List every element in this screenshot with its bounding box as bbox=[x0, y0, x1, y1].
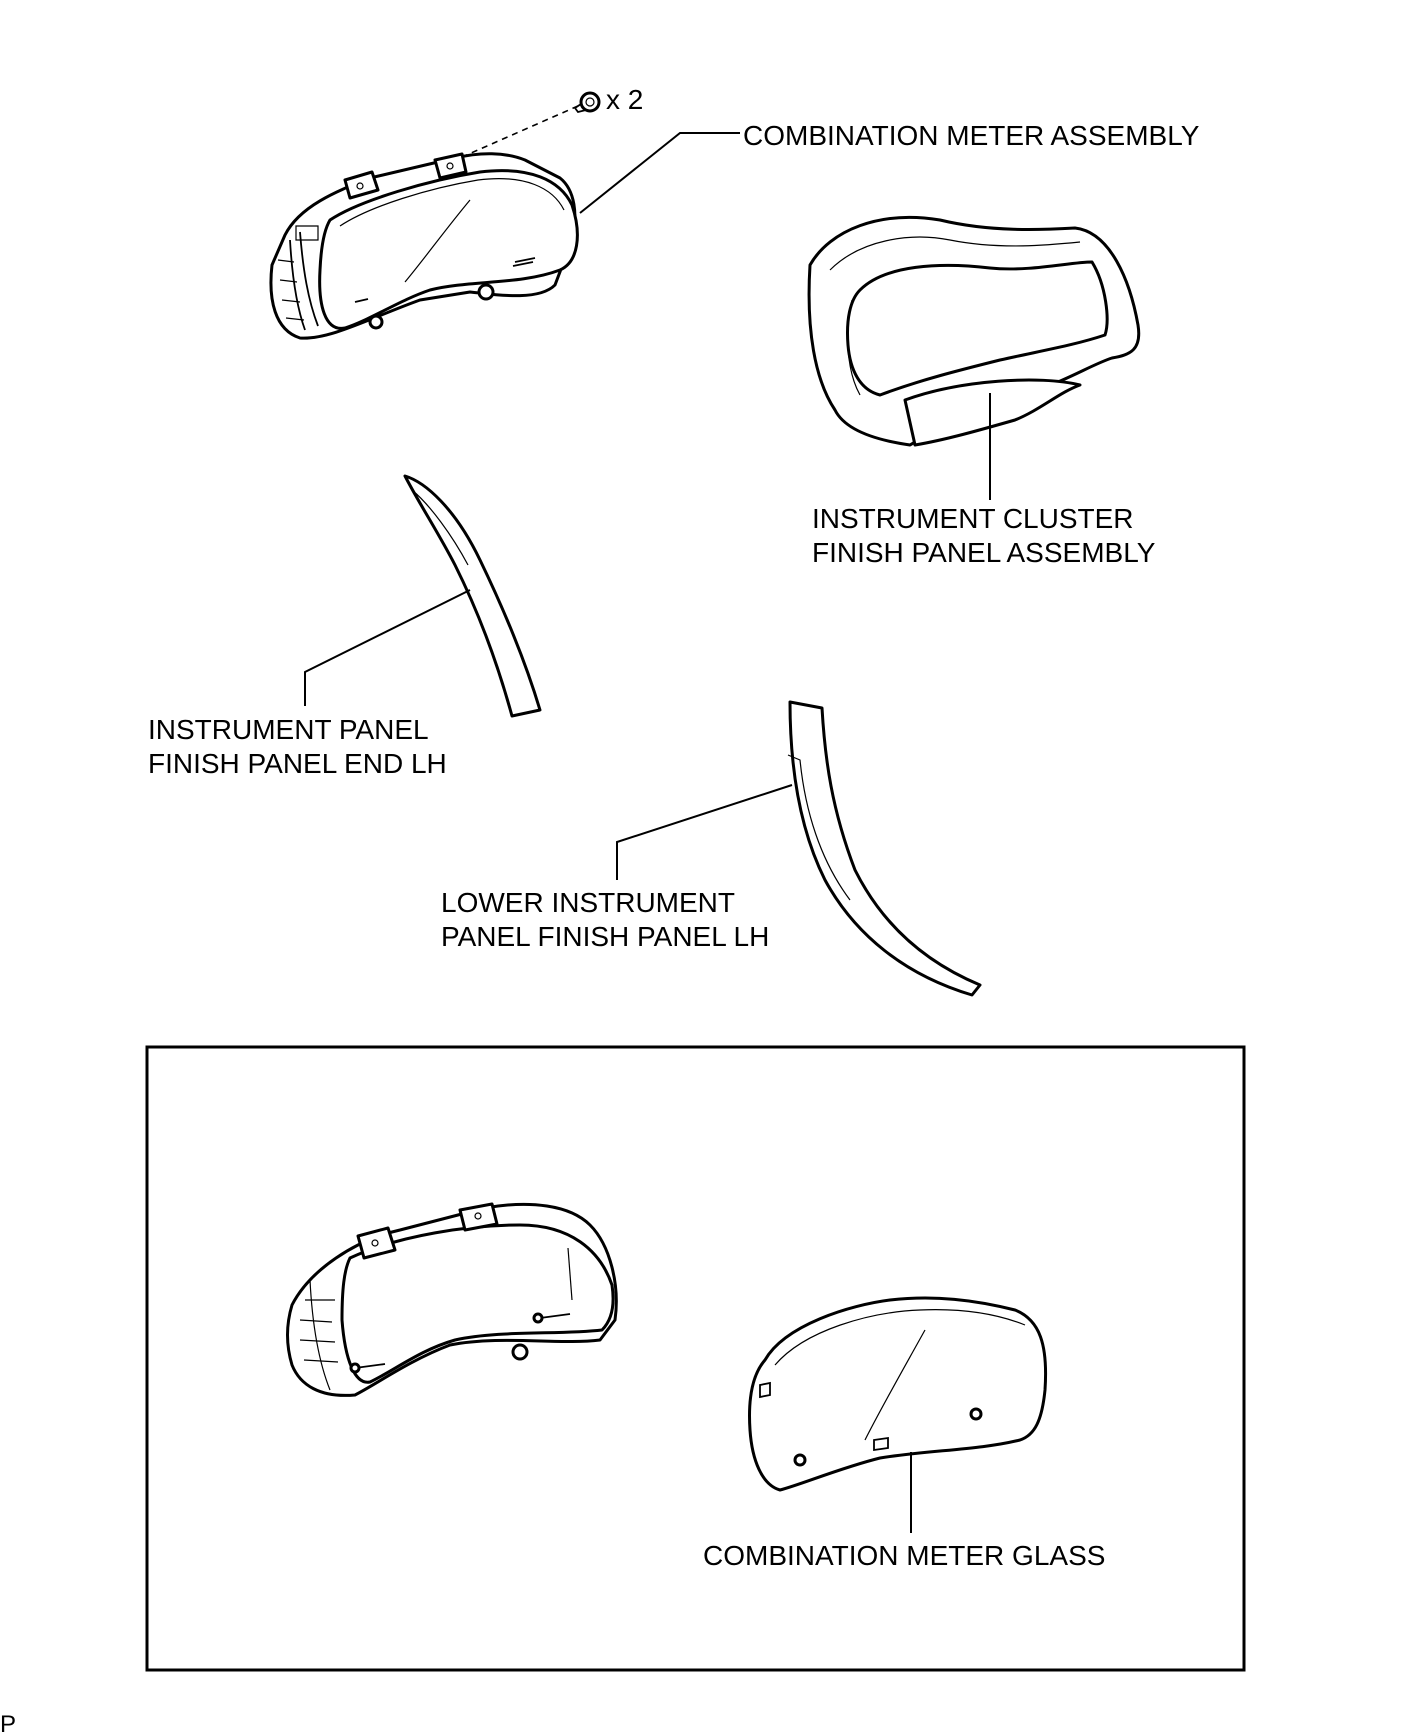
combination-meter-assembly-label: COMBINATION METER ASSEMBLY bbox=[743, 120, 1200, 151]
panel-end-lh-label-line2: FINISH PANEL END LH bbox=[148, 748, 447, 779]
combination-meter-assembly-drawing bbox=[271, 154, 577, 338]
bolt-icon bbox=[575, 93, 599, 112]
meter-glass-label: COMBINATION METER GLASS bbox=[703, 1540, 1106, 1571]
panel-end-lh-leader bbox=[305, 590, 470, 706]
lower-panel-lh-drawing bbox=[788, 702, 980, 995]
bolt-dashed-line bbox=[462, 106, 578, 157]
panel-end-lh-drawing bbox=[405, 476, 540, 716]
meter-glass-drawing bbox=[750, 1298, 1046, 1490]
meter-without-glass-drawing bbox=[288, 1204, 617, 1395]
cluster-finish-panel-label-line1: INSTRUMENT CLUSTER bbox=[812, 503, 1134, 534]
lower-panel-lh-label-line2: PANEL FINISH PANEL LH bbox=[441, 921, 770, 952]
cluster-finish-panel-label-line2: FINISH PANEL ASSEMBLY bbox=[812, 537, 1156, 568]
corner-mark: P bbox=[0, 1711, 17, 1734]
panel-end-lh-label-line1: INSTRUMENT PANEL bbox=[148, 714, 429, 745]
bolt-count-label: x 2 bbox=[606, 84, 644, 115]
lower-panel-lh-leader bbox=[617, 785, 792, 880]
combination-meter-assembly-leader bbox=[580, 133, 740, 213]
lower-panel-lh-label-line1: LOWER INSTRUMENT bbox=[441, 887, 735, 918]
cluster-finish-panel-drawing bbox=[809, 217, 1139, 445]
